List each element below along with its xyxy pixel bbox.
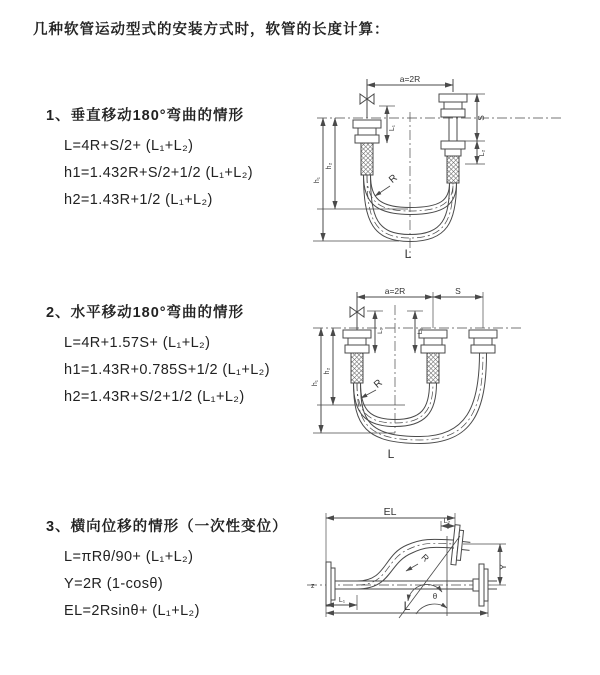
formula-L: L=4R+1.57S+ (L₁+L₂) (64, 335, 211, 351)
diagram-lateral-displacement (295, 498, 600, 666)
radius-leader-line (375, 186, 390, 196)
diagram-vertical-180-bend (305, 68, 570, 266)
label-EL: EL (383, 506, 397, 518)
label-theta: θ (432, 592, 438, 601)
section-heading: 1、垂直移动180°弯曲的情形 (46, 108, 245, 124)
braided-hose-section (447, 156, 459, 183)
dimension-EL (326, 513, 455, 562)
formula-Y: Y=2R (1-cosθ) (64, 576, 164, 592)
hose-position-2 (354, 353, 487, 444)
left-flange-fitting (343, 330, 371, 353)
right-upper-flange-fitting (439, 94, 467, 117)
formula-h2: h2=1.43R+1/2 (L₁+L₂) (64, 192, 213, 208)
label-L2: L₂ (417, 327, 424, 335)
diagram1-lines (313, 79, 561, 258)
formula-L: L=πRθ/90+ (L₁+L₂) (64, 549, 194, 565)
left-flange-fitting (326, 562, 335, 606)
formula-h1: h1=1.432R+S/2+1/2 (L₁+L₂) (64, 165, 254, 181)
centerline-mark: z (311, 583, 315, 590)
formula-h2: h2=1.43R+S/2+1/2 (L₁+L₂) (64, 389, 245, 405)
label-R: R (372, 377, 385, 391)
section-lateral-displacement (46, 515, 288, 625)
label-L2: L₂ (443, 518, 451, 525)
valve-icon (350, 292, 364, 330)
formula-EL: EL=2Rsinθ+ (L₁+L₂) (64, 603, 200, 619)
section-horizontal-180 (46, 301, 270, 411)
label-a2R: a=2R (399, 74, 421, 84)
section-heading: 2、水平移动180°弯曲的情形 (46, 305, 245, 321)
dimension-a2R (357, 292, 483, 328)
braided-hose-section (361, 143, 373, 175)
braided-hose-section (427, 353, 439, 383)
label-Y: Y (498, 564, 508, 570)
label-L: L (387, 447, 395, 461)
label-L1: L₁ (377, 328, 384, 334)
page-title: 几种软管运动型式的安装方式时，软管的长度计算： (33, 22, 390, 38)
label-L1: L₁ (338, 597, 346, 604)
radius-leader-line (406, 564, 418, 571)
label-S: S (455, 286, 461, 296)
formula-h1: h1=1.43R+0.785S+1/2 (L₁+L₂) (64, 362, 270, 378)
formula-L: L=4R+S/2+ (L₁+L₂) (64, 138, 194, 154)
label-h2: h₂ (326, 162, 333, 170)
diagram-horizontal-180-bend (305, 283, 597, 465)
braided-hose-section (351, 353, 363, 383)
radius-leader-line (361, 390, 376, 398)
right-lower-flange-fitting (441, 141, 465, 156)
label-L: L (403, 599, 411, 613)
section-vertical-180 (46, 104, 253, 214)
label-a2R: a=2R (384, 286, 406, 296)
label-R: R (387, 172, 400, 186)
right-flange-fitting (469, 330, 497, 353)
label-h1: h₁ (312, 379, 319, 387)
label-L2: L₂ (479, 149, 486, 157)
left-flange-fitting (353, 120, 381, 143)
label-L1: L₁ (389, 124, 396, 132)
label-S: S (477, 115, 486, 121)
label-h2: h₂ (324, 367, 331, 375)
label-L: L (404, 247, 412, 261)
label-h1: h₁ (314, 176, 321, 184)
upper-right-flange-fitting (451, 525, 472, 567)
section-heading: 3、横向位移的情形（一次性变位） (46, 519, 288, 535)
label-R: R (419, 552, 431, 564)
diagram2-lines (313, 292, 523, 444)
